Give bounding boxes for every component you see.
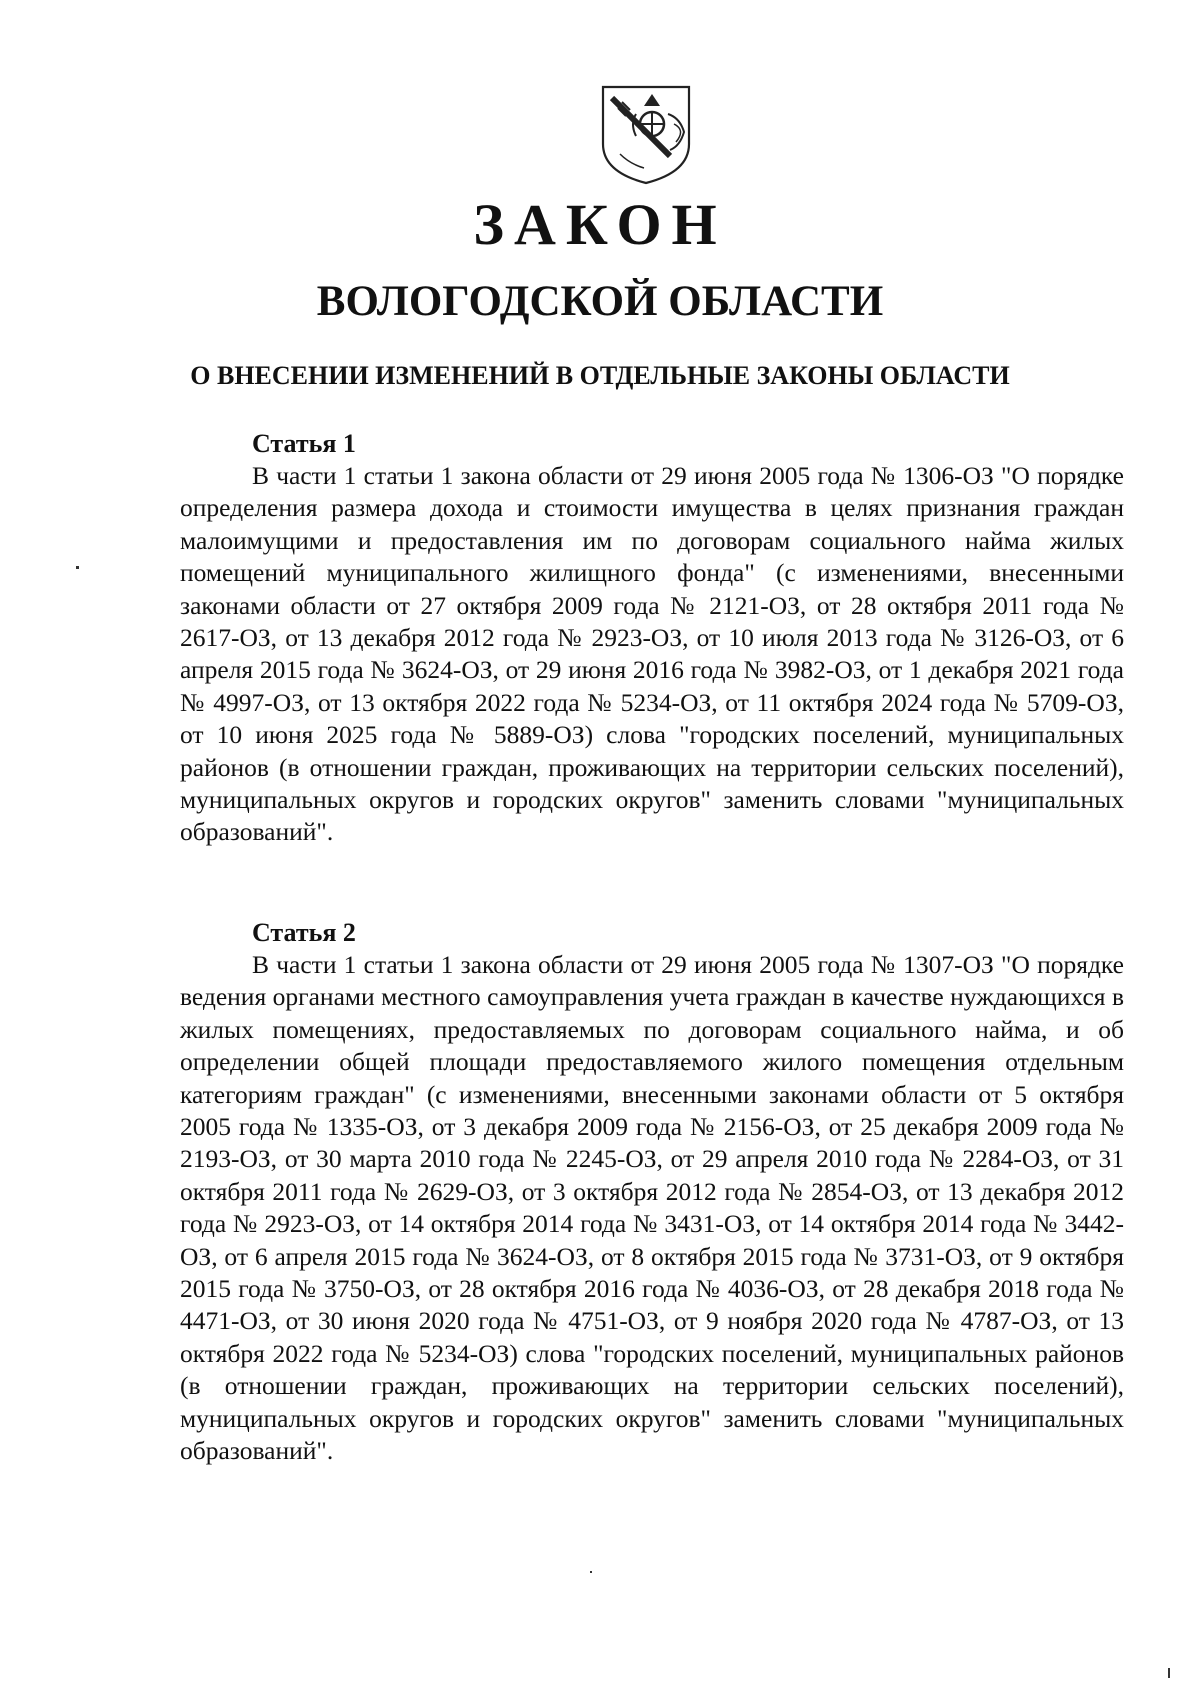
article-1-heading: Статья 1 <box>252 429 356 458</box>
law-subject: О ВНЕСЕНИИ ИЗМЕНЕНИЙ В ОТДЕЛЬНЫЕ ЗАКОНЫ ОБЛАСТИ <box>190 361 1010 390</box>
article-2-text: В части 1 статьи 1 закона области от 29 июня 2005 года № 1307-ОЗ "О порядке ведения органами местного самоуправления учета граждан в качестве нуждающихся в жилых помещениях, предоставляемых по договорам социального найма, и об определении общей площади предоставляемого жилого помещения отдельным категориям граждан" (с изменениями, внесенными законами области от 5 октября 2005 года № 1335-ОЗ, от 3 декабря 2009 года № 2156-ОЗ, от 25 декабря 2009 года № 2193-ОЗ, от 30 марта 2010 года № 2245-ОЗ, от 29 апреля 2010 года № 2284-ОЗ, от 31 октября 2011 года № 2629-ОЗ, от 3 октября 2012 года № 2854-ОЗ, от 13 декабря 2012 года № 2923-ОЗ, от 14 октября 2014 года № 3431-ОЗ, от 14 октября 2014 года № 3442-ОЗ, от 6 апреля 2015 года № 3624-ОЗ, от 8 октября 2015 года № 3731-ОЗ, от 9 октября 2015 года № 3750-ОЗ, от 28 октября 2016 года № 4036-ОЗ, от 28 декабря 2018 года № 4471-ОЗ, от 30 июня 2020 года № 4751-ОЗ, от 9 ноября 2020 года № 4787-ОЗ, от 13 октября 2022 года № 5234-ОЗ) слова "городских поселений, муниципальных районов (в отношении граждан, проживающих на территории сельских поселений), муниципальных округов и городских округов" заменить словами "муниципальных образований". <box>180 950 1124 1466</box>
law-region: ВОЛОГОДСКОЙ ОБЛАСТИ <box>316 278 884 325</box>
law-title: ЗАКОН <box>473 192 727 257</box>
article-1-text: В части 1 статьи 1 закона области от 29 июня 2005 года № 1306-ОЗ "О порядке определения размера дохода и стоимости имущества в целях признания граждан малоимущими и предоставления им по договорам социального найма жилых помещений муниципального жилищного фонда" (с изменениями, внесенными законами области от 27 октября 2009 года № 2121-ОЗ, от 28 октября 2011 года № 2617-ОЗ, от 13 декабря 2012 года № 2923-ОЗ, от 10 июля 2013 года № 3126-ОЗ, от 6 апреля 2015 года № 3624-ОЗ, от 29 июня 2016 года № 3982-ОЗ, от 1 декабря 2021 года № 4997-ОЗ, от 13 октября 2022 года № 5234-ОЗ, от 11 октября 2024 года № 5709-ОЗ, от 10 июня 2025 года № 5889-ОЗ) слова "городских поселений, муниципальных районов (в отношении граждан, проживающих на территории сельских поселений), муниципальных округов и городских округов" заменить словами "муниципальных образований". <box>180 461 1124 847</box>
scan-speck <box>76 566 79 569</box>
scan-speck <box>590 1571 592 1573</box>
article-2-heading: Статья 2 <box>252 918 356 947</box>
scan-speck <box>1168 1668 1170 1678</box>
coat-of-arms-icon <box>600 84 692 186</box>
